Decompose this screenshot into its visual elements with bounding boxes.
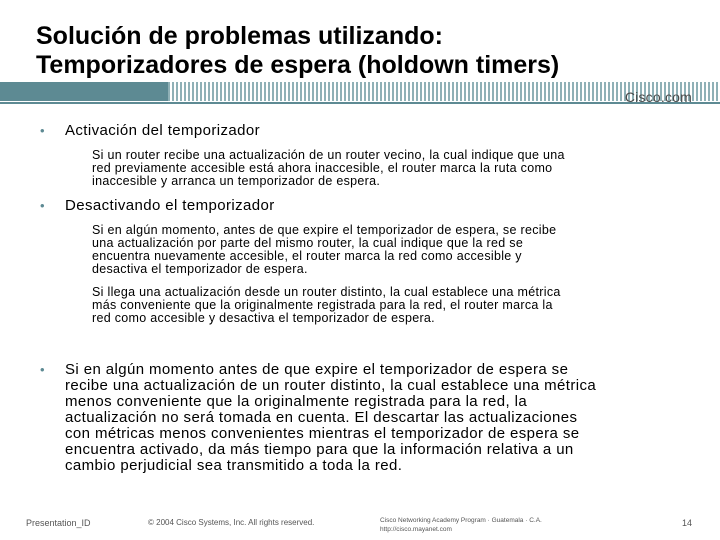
text-line: una actualización por parte del mismo router, la cual indique que la red se [92, 236, 524, 250]
footer-presentation-id: Presentation_ID [26, 518, 91, 528]
text-line: con métricas menos convenientes mientras el temporizador de espera se [65, 425, 580, 442]
bullet-1-sub-1 [92, 149, 692, 188]
text-line: desactiva el temporizador de espera. [92, 262, 308, 276]
footer-academy [380, 516, 542, 534]
title-line-2: Temporizadores de espera (holdown timers) [36, 51, 560, 79]
bullet-1-text: Activación del temporizador [65, 122, 261, 139]
text-line: encuentra nuevamente accesible, el router marca la red como accesible y [92, 249, 522, 263]
bullet-dot-icon: • [40, 123, 45, 138]
text-line: inaccesible y arranca un temporizador de espera. [92, 174, 381, 188]
cisco-logo: Cisco.com [624, 89, 692, 105]
text-line: actualización no será tomada en cuenta. El descartar las actualizaciones [65, 409, 578, 426]
bullet-dot-icon: • [40, 198, 45, 213]
text-line: Si un router recibe una actualización de un router vecino, la cual indique que una [92, 148, 565, 162]
header-band [0, 82, 168, 101]
bullet-3-text [65, 362, 596, 474]
footer-academy-line-2: http://cisco.mayanet.com [380, 526, 452, 533]
page-number: 14 [681, 518, 692, 528]
text-line: menos conveniente que la originalmente registrada para la red, la [65, 393, 528, 410]
title-line-1: Solución de problemas utilizando: [36, 22, 443, 50]
text-line: más conveniente que la originalmente registrada para la red, el router marca la [92, 298, 553, 312]
text-line: Si en algún momento antes de que expire el temporizador de espera se [65, 361, 569, 378]
text-line: recibe una actualización de un router distinto, la cual establece una métrica [65, 377, 597, 394]
bullet-2-sub-1 [92, 224, 692, 276]
footer-copyright: © 2004 Cisco Systems, Inc. All rights reserved. [148, 518, 315, 527]
text-line: Si en algún momento, antes de que expire el temporizador de espera, se recibe [92, 223, 557, 237]
bullet-dot-icon: • [40, 362, 45, 377]
slide-title [36, 22, 696, 80]
text-line: red previamente accesible está ahora inaccesible, el router marca la ruta como [92, 161, 553, 175]
text-line: cambio perjudicial sea transmitido a toda la red. [65, 457, 403, 474]
bullet-2-text: Desactivando el temporizador [65, 197, 275, 214]
bullet-2-sub-2 [92, 286, 692, 325]
footer-academy-line-1: Cisco Networking Academy Program · Guatemala · C.A. [380, 517, 542, 524]
text-line: encuentra activado, da más tiempo para que la información relativa a un [65, 441, 574, 458]
text-line: red como accesible y desactiva el temporizador de espera. [92, 311, 435, 325]
header-divider [0, 102, 720, 104]
text-line: Si llega una actualización desde un router distinto, la cual establece una métrica [92, 285, 561, 299]
